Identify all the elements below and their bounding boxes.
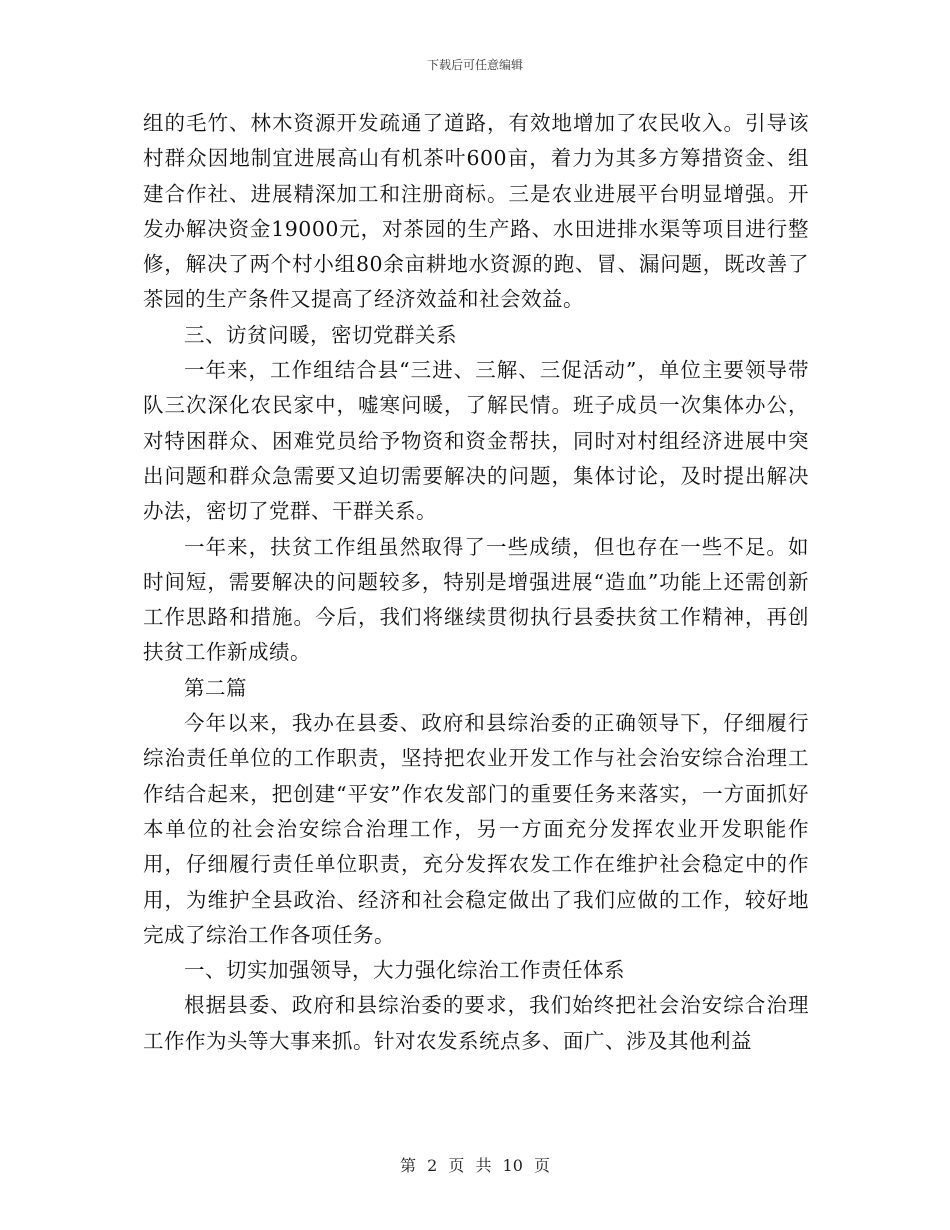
- paragraph-5: 根据县委、政府和县综治委的要求，我们始终把社会治安综合治理工作作为头等大事来抓。针对农发系统点多、面广、涉及其他利益: [143, 993, 809, 1053]
- document-body: [143, 106, 809, 1059]
- page-number-footer: 第 2 页 共 10 页: [400, 1156, 550, 1175]
- paragraph-4: 今年以来，我办在县委、政府和县综治委的正确领导下，仔细履行综治责任单位的工作职责，坚持把农业开发工作与社会治安综合治理工作结合起来，把创建“平安”作农发部门的重要任务来落实，一方面抓好本单位的社会治安综合治理工作，另一方面充分发挥农业开发职能作用，仔细履行责任单位职责，充分发挥农发工作在维护社会稳定中的作用，为维护全县政治、经济和社会稳定做出了我们应做的工作，较好地完成了综治工作各项任务。: [143, 711, 809, 947]
- part-heading-2: 第二篇: [184, 675, 247, 700]
- page-header: 下载后可任意编辑: [426, 58, 523, 72]
- paragraph-1: 组的毛竹、林木资源开发疏通了道路，有效地增加了农民收入。引导该村群众因地制宜进展高山有机茶叶600亩，着力为其多方筹措资金、组建合作社、进展精深加工和注册商标。三是农业进展平台明显增强。开发办解决资金19000元，对茶园的生产路、水田进排水渠等项目进行整修，解决了两个村小组80余亩耕地水资源的跑、冒、漏问题，既改善了茶园的生产条件又提高了经济效益和社会效益。: [143, 111, 809, 312]
- paragraph-2: 一年来，工作组结合县“三进、三解、三促活动”，单位主要领导带队三次深化农民家中，嘘寒问暖，了解民情。班子成员一次集体办公，对特困群众、困难党员给予物资和资金帮扶，同时对村组经济进展中突出问题和群众急需要又迫切需要解决的问题，集体讨论，及时提出解决办法，密切了党群、干群关系。: [143, 358, 809, 524]
- section-heading-3: 三、访贫问暖，密切党群关系: [184, 322, 457, 347]
- section-heading-1: 一、切实加强领导，大力强化综治工作责任体系: [184, 958, 625, 983]
- paragraph-3: 一年来，扶贫工作组虽然取得了一些成绩，但也存在一些不足。如时间短，需要解决的问题较多，特别是增强进展“造血”功能上还需创新工作思路和措施。今后，我们将继续贯彻执行县委扶贫工作精神，再创扶贫工作新成绩。: [143, 534, 809, 665]
